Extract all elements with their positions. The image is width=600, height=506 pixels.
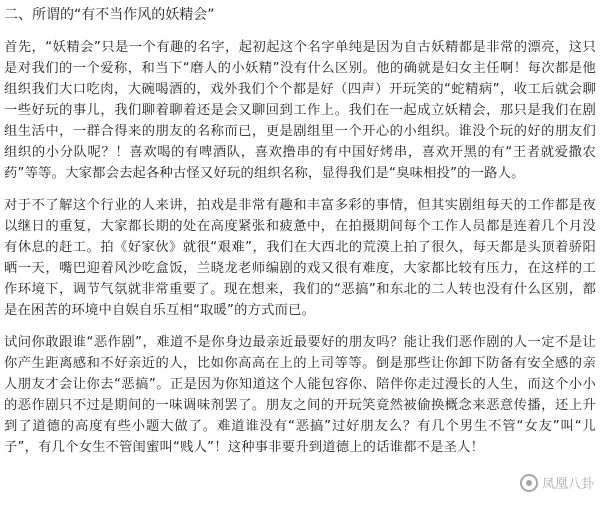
section-heading: 二、所谓的“有不当作风的妖精会” (4, 7, 215, 23)
paragraph-3: 试问你敢跟谁“恶作剧”，难道不是你身边最亲近最要好的朋友吗？能让我们恶作剧的人一定不是让你产生距离感和不好亲近的人，比如你高高在上的上司等等。倒是那些让你卸下防备有安全感的亲人朋友才会让你去“恶搞”。正是因为你知道这个人能包容你、陪伴你走过漫长的人生，而这个小小的恶作剧只不过是期间的一味调味剂罢了。朋友之间的开玩笑竟然被偷换概念来恶意传播，还上升到了道德的高度有些小题大做了。难道谁没有“恶搞”过好朋友么？有几个男生不管“女友”叫“儿子”，有几个女生不管闺蜜叫“贱人”！这种事非要升到道德上的话谁都不是圣人！ (4, 335, 596, 455)
article-body (4, 6, 596, 469)
watermark-text: 凤凰八卦 (541, 477, 594, 492)
phoenix-logo-icon (520, 474, 538, 492)
watermark (520, 473, 594, 492)
paragraph-1: 首先，“妖精会”只是一个有趣的名字，起初起这个名字单纯是因为自古妖精都是非常的漂亮，这只是对我们的一个爱称，和当下“磨人的小妖精”没有什么区别。他的确就是妇女主任啊！每次都是他组织我们大口吃肉，大碗喝酒的，戏外我们个个都是好（四声）开玩笑的“蛇精病”，收工后就会聊一些好玩的事儿，我们聊着聊着还是会又聊回到工作上。我们在一起成立妖精会，那只是我们在剧组生活中，一群合得来的朋友的名称而已，更是剧组里一个开心的小组织。谁没个玩的好的朋友们组织的小分队呢？！喜欢喝的有啤酒队，喜欢撸串的有中国好烤串，喜欢开黑的有“王者就爱撒农药”等等。大家都会去起各种古怪又好玩的组织名称，显得我们是“臭味相投”的一路人。 (4, 40, 596, 181)
paragraph-2: 对于不了解这个行业的人来讲，拍戏是非常有趣和丰富多彩的事情，但其实剧组每天的工作都是夜以继日的重复，大家都长期的处在高度紧张和疲惫中，在拍摄期间每个工作人员都是连着几个月没有休息的赶工。拍《好家伙》就很“艰难”，我们在大西北的荒漠上拍了很久，每天都是头顶着骄阳晒一天，嘴巴迎着风沙吃盒饭，兰晓龙老师编剧的戏又很有难度，大家都比较有压力，在这样的工作环境下，调节气氛就非常重要了。现在想来，我们的“恶搞”和东北的二人转也没有什么区别，都是在困苦的环境中自娱自乐互相“取暖”的方式而已。 (4, 198, 596, 318)
